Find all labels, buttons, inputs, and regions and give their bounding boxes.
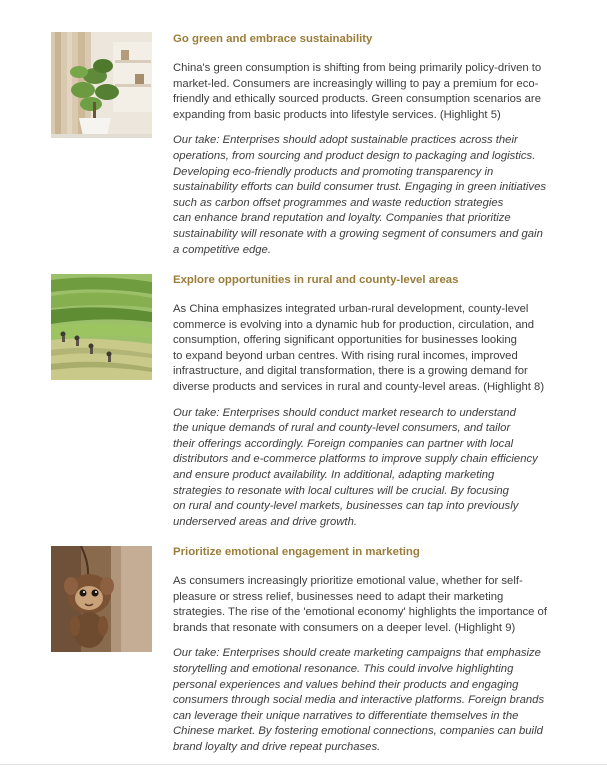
take-line: Our take: Enterprises should adopt sustainable practices across their [173, 134, 518, 147]
section-content [173, 273, 593, 530]
take-line: their offerings accordingly. Foreign companies can partner with local [173, 437, 514, 450]
body-line: commerce is evolving into a dynamic hub for production, circulation, and [173, 318, 535, 331]
body-line: As consumers increasingly prioritize emotional value, whether for self- [173, 575, 523, 587]
take-line: a competitive edge. [173, 243, 271, 256]
take-line: can enhance brand reputation and loyalty. Companies that prioritize [173, 212, 511, 225]
take-line: Developing eco-friendly products and promoting transparency in [173, 165, 494, 178]
take-line: consumers through social media and interactive platforms. Foreign brands [173, 694, 545, 707]
section-body [173, 61, 593, 123]
body-line: As China emphasizes integrated urban-rural development, county-level [173, 303, 529, 315]
body-line: consumption, offering significant opportunities for businesses looking [173, 334, 517, 347]
body-line: brands that resonate with consumers on a deeper level. (Highlight 9) [173, 621, 516, 634]
section-body [173, 574, 593, 636]
plush-toy-photo [51, 546, 152, 652]
take-line: brand loyalty and drive repeat purchases. [173, 740, 381, 753]
take-line: and ensure product availability. In additional, adapting marketing [173, 468, 495, 481]
take-line: sustainability will resonate with a growing segment of consumers and gain [173, 227, 543, 240]
take-line: Our take: Enterprises should conduct market research to understand [173, 406, 516, 419]
our-take [173, 646, 593, 755]
body-line: friendly and ethically sourced products. Green consumption scenarios are [173, 93, 541, 106]
take-line: operations, from sourcing and product design to packaging and logistics. [173, 149, 536, 162]
section-content [173, 545, 593, 756]
take-line: sustainability efforts can build consumer trust. Engaging in green initiatives [173, 181, 546, 194]
take-line: underserved areas and drive growth. [173, 515, 357, 528]
body-line: strategies. The rise of the 'emotional economy' highlights the importance of [173, 606, 547, 619]
our-take [173, 406, 593, 531]
section-heading: Go green and embrace sustainability [173, 33, 373, 45]
section-content [173, 32, 593, 258]
body-line: infrastructure, and digital transformation, there is a growing demand for [173, 365, 528, 378]
section-heading: Prioritize emotional engagement in marketing [173, 546, 420, 558]
potted-plant-photo [51, 32, 152, 138]
rice-terrace-photo [51, 274, 152, 380]
take-line: Chinese market. By fostering emotional connections, companies can build [173, 725, 543, 738]
take-line: distributors and e-commerce platforms to improve supply chain efficiency [173, 453, 538, 466]
body-line: expanding from basic products into lifestyle services. (Highlight 5) [173, 108, 501, 121]
body-line: market-led. Consumers are increasingly willing to pay a premium for eco- [173, 77, 539, 90]
body-line: to expand beyond urban centres. With rising rural incomes, improved [173, 349, 518, 362]
take-line: strategies to resonate with local cultures will be crucial. By focusing [173, 484, 509, 497]
take-line: the unique demands of rural and county-level consumers, and tailor [173, 422, 511, 435]
body-line: pleasure or stress relief, businesses need to adapt their marketing [173, 590, 504, 603]
our-take [173, 133, 593, 258]
take-line: Our take: Enterprises should create marketing campaigns that emphasize [173, 647, 541, 660]
section-heading: Explore opportunities in rural and county-level areas [173, 274, 459, 286]
take-line: on rural and county-level markets, businesses can tap into previously [173, 500, 519, 513]
take-line: such as carbon offset programmes and waste reduction strategies [173, 196, 504, 209]
take-line: personal experiences and values behind their products and engaging [173, 678, 519, 691]
take-line: can leverage their unique narratives to differentiate themselves in the [173, 709, 519, 722]
body-line: China's green consumption is shifting from being primarily policy-driven to [173, 62, 542, 74]
section-body [173, 302, 593, 396]
page-bottom-divider [0, 764, 607, 765]
body-line: diverse products and services in rural and county-level areas. (Highlight 8) [173, 380, 545, 393]
take-line: storytelling and emotional resonance. This could involve highlighting [173, 662, 514, 675]
